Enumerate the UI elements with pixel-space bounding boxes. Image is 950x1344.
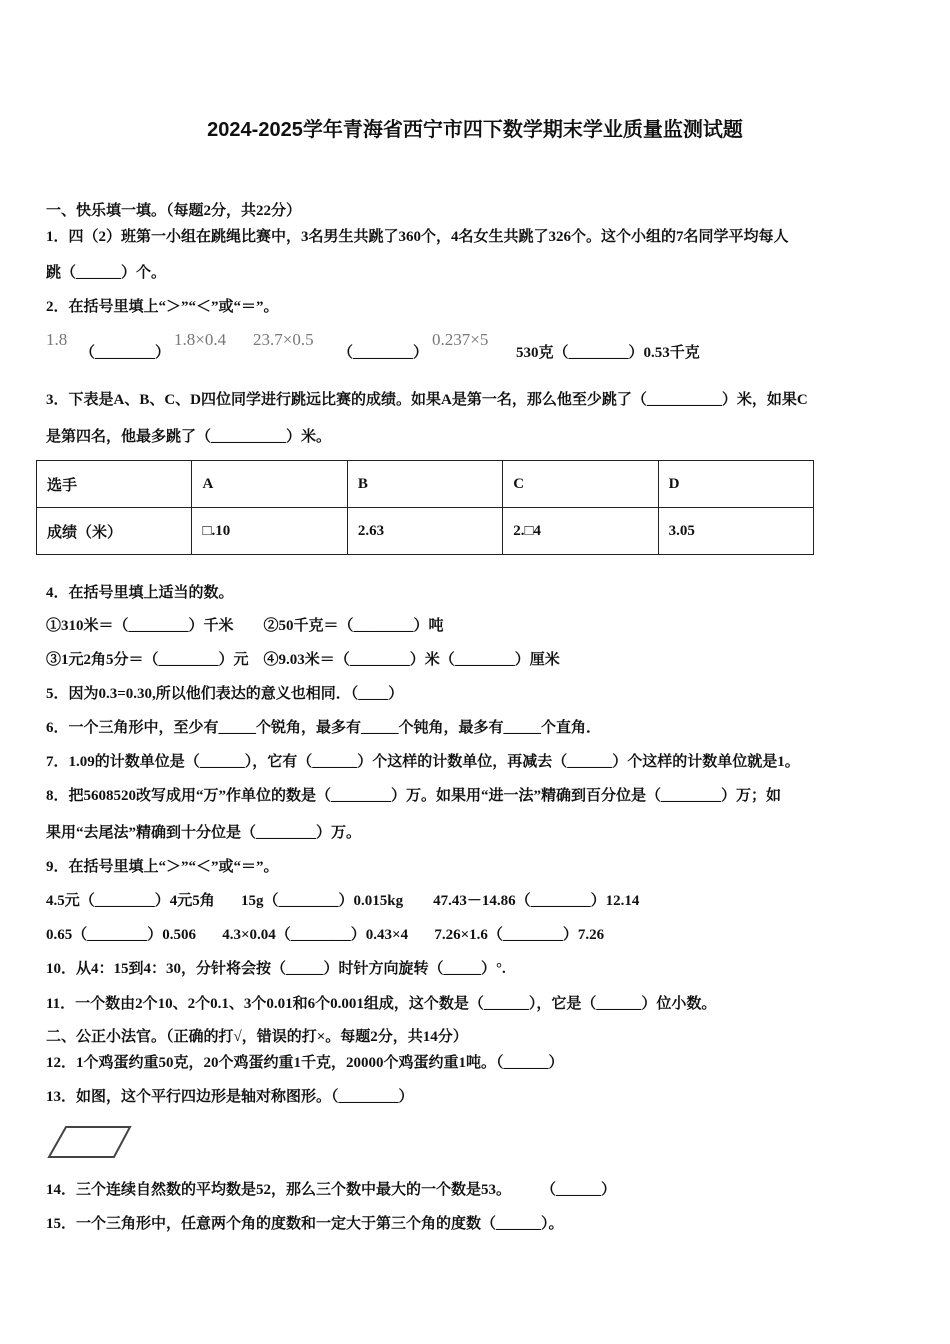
question-2: 2．在括号里填上“＞”“＜”或“＝”。	[46, 299, 279, 315]
question-9a: 4.5元（________）4元5角 15g（________）0.015kg 47.43－14.86（________）12.14	[46, 893, 640, 909]
q2-item: 530克（________）0.53千克	[516, 345, 700, 361]
table-cell: 3.05	[658, 508, 813, 555]
q2-item: 0.237×5	[432, 330, 489, 349]
table-cell: D	[658, 461, 813, 508]
table-cell: 选手	[37, 461, 192, 508]
q2-blank: （________）	[80, 345, 171, 361]
question-10: 10．从4：15到4：30，分针将会按（_____）时针方向旋转（_____）°.	[46, 961, 506, 977]
table-cell: A	[192, 461, 347, 508]
question-8: 8．把5608520改写成用“万”作单位的数是（________）万。如果用“进一法”精确到百分位是（________）万；如	[46, 788, 782, 804]
question-1-cont: 跳（______）个。	[46, 265, 167, 281]
question-13: 13．如图，这个平行四边形是轴对称图形。（________）	[46, 1089, 414, 1105]
question-5: 5．因为0.3=0.30,所以他们表达的意义也相同．（____）	[46, 686, 404, 702]
question-8-cont: 果用“去尾法”精确到十分位是（________）万。	[46, 825, 362, 841]
question-7: 7．1.09的计数单位是（______），它有（______）个这样的计数单位，再减去（______）个这样的计数单位就是1。	[46, 754, 800, 770]
q2-item: 1.8	[46, 330, 68, 349]
parallelogram-figure	[46, 1125, 136, 1161]
table-cell: 2.□4	[503, 508, 658, 555]
table-cell: B	[347, 461, 502, 508]
question-4: 4．在括号里填上适当的数。	[46, 585, 234, 601]
question-11: 11．一个数由2个10、2个0.1、3个0.01和6个0.001组成，这个数是（______），它是（______）位小数。	[46, 996, 717, 1012]
question-4b: ③1元2角5分＝（________）元 ④9.03米＝（________）米（________）厘米	[46, 652, 560, 668]
table-cell: 成绩（米）	[37, 508, 192, 555]
table-cell: □.10	[192, 508, 347, 555]
question-1: 1．四（2）班第一小组在跳绳比赛中，3名男生共跳了360个，4名女生共跳了326个。这个小组的7名同学平均每人	[46, 229, 789, 245]
table-cell: 2.63	[347, 508, 502, 555]
section-1-heading: 一、快乐填一填。（每题2分，共22分）	[46, 203, 302, 219]
question-6: 6．一个三角形中，至少有_____个锐角，最多有_____个钝角，最多有_____个直角．	[46, 720, 602, 736]
question-14: 14．三个连续自然数的平均数是52，那么三个数中最大的一个数是53。 （______）	[46, 1182, 617, 1198]
q2-item: 1.8×0.4	[174, 330, 227, 349]
q2-item: 23.7×0.5	[253, 330, 314, 349]
question-3-cont: 是第四名，他最多跳了（__________）米。	[46, 429, 332, 445]
table-row	[37, 508, 814, 555]
question-3: 3．下表是A、B、C、D四位同学进行跳远比赛的成绩。如果A是第一名，那么他至少跳了（__________）米，如果C	[46, 392, 808, 408]
score-table	[36, 460, 814, 555]
question-15: 15．一个三角形中，任意两个角的度数和一定大于第三个角的度数（______）。	[46, 1216, 564, 1232]
question-12: 12．1个鸡蛋约重50克，20个鸡蛋约重1千克，20000个鸡蛋约重1吨。（______）	[46, 1055, 564, 1071]
section-2-heading: 二、公正小法官。（正确的打√，错误的打×。每题2分，共14分）	[46, 1029, 468, 1045]
table-header-row	[37, 461, 814, 508]
q2-blank: （________）	[338, 345, 429, 361]
table-cell: C	[503, 461, 658, 508]
question-9: 9．在括号里填上“＞”“＜”或“＝”。	[46, 859, 279, 875]
page-title: 2024-2025学年青海省西宁市四下数学期末学业质量监测试题	[207, 119, 743, 141]
question-4a: ①310米＝（________）千米 ②50千克＝（________）吨	[46, 618, 444, 634]
question-9b: 0.65（________）0.506 4.3×0.04（________）0.43×4 7.26×1.6（________）7.26	[46, 927, 605, 943]
